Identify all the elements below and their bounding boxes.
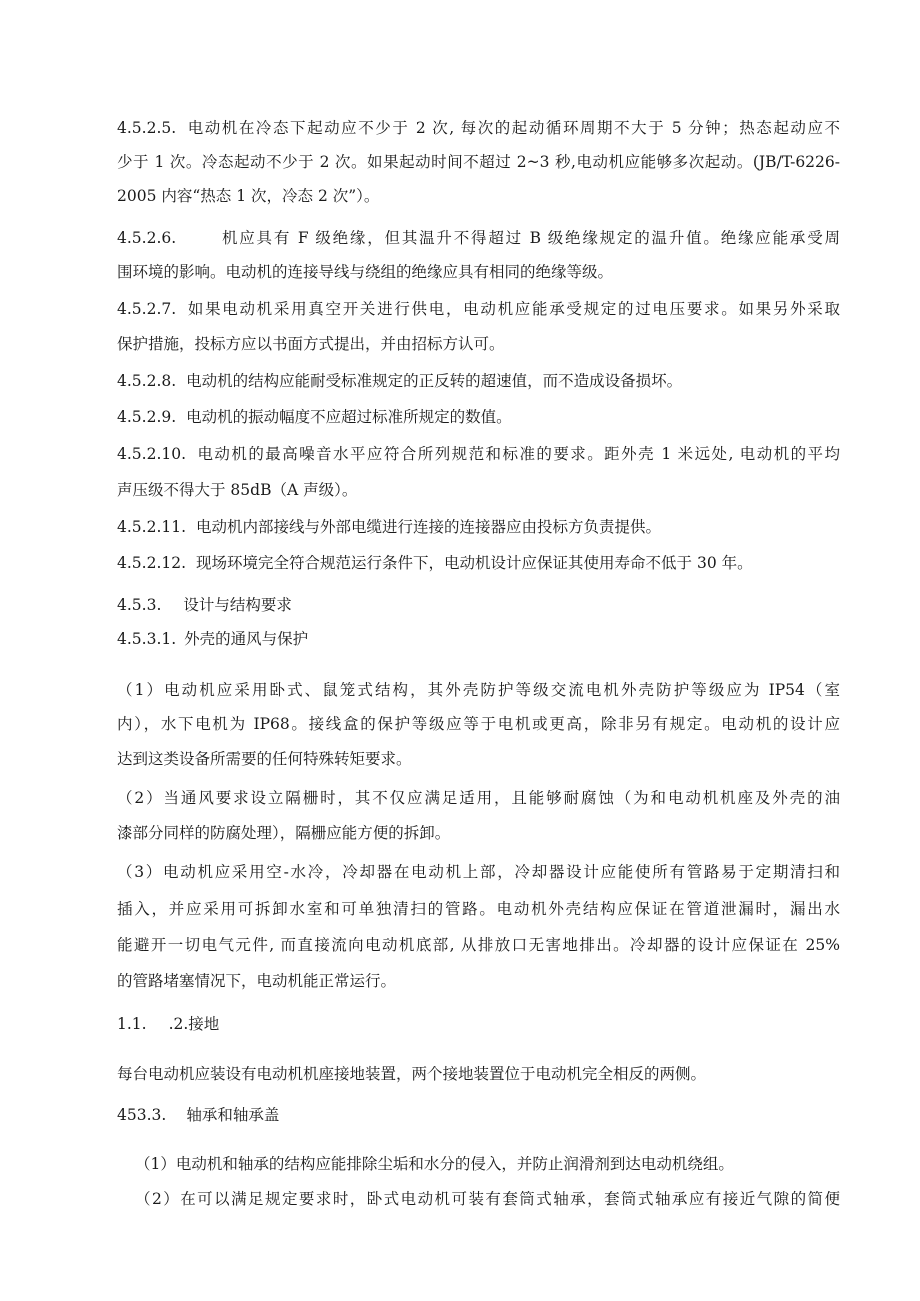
heading-text: 外壳的通风与保护 [184,630,309,648]
paragraph-text: 达到这类设备所需要的任何特殊转矩要求。 [117,750,412,768]
heading-4-5-3-1 [117,628,840,650]
paragraph-text: （1）电动机和轴承的结构应能排除尘垢和水分的侵入，并防止润滑剂到达电动机绕组。 [135,1155,734,1173]
item-1-line-2 [117,713,840,735]
paragraph-text: （1）电动机应采用卧式、鼠笼式结构，其外壳防护等级交流电机外壳防护等级应为 IP54（室 [117,681,840,699]
heading-text: 轴承和轴承盖 [186,1106,280,1124]
paragraph-text: 电动机在冷态下起动应不少于 2 次, 每次的起动循环周期不大于 5 分钟；热态起动应不 [186,119,840,137]
paragraph-text: 漆部分同样的防腐处理），隔栅应能方便的拆卸。 [117,824,451,842]
paragraph-text: 电动机的最高噪音水平应符合所列规范和标准的要求。距外壳 1 米远处, 电动机的平均 [196,445,840,463]
heading-text: 设计与结构要求 [183,596,292,614]
paragraph-text: 现场环境完全符合规范运行条件下，电动机设计应保证其使用寿命不低于 30 年。 [196,554,753,572]
paragraph-text: 2005 内容“热态 1 次，冷态 2 次”）。 [117,187,380,205]
clause-number: 4.5.3. [117,596,162,614]
paragraph-text: 围环境的影响。电动机的连接导线与绕组的绝缘应具有相同的绝缘等级。 [117,263,614,281]
clause-number: 4.5.3.1. [117,630,177,648]
paragraph-text: 每台电动机应装设有电动机机座接地装置，两个接地装置位于电动机完全相反的两侧。 [117,1065,707,1083]
paragraph-4-5-2-9 [117,406,840,428]
paragraph-4-5-2-5-line-2 [117,151,840,173]
paragraph-4-5-2-10-line-2 [117,479,840,501]
heading-grounding [117,1013,840,1035]
paragraph-text: 电动机的结构应能耐受标准规定的正反转的超速值，而不造成设备损坏。 [186,372,683,390]
clause-number: 4.5.2.6. [117,229,177,247]
item-3-line-1 [117,861,840,883]
item-1-line-3 [117,748,840,770]
heading-4-5-3 [117,594,840,616]
item-2-line-2 [117,822,840,844]
paragraph-text: （2）在可以满足规定要求时，卧式电动机可装有套筒式轴承，套筒式轴承应有接近气隙的简便 [135,1190,840,1208]
clause-number: 4.5.2.5. [117,119,177,137]
paragraph-text: （2）当通风要求设立隔栅时，其不仅应满足适用，且能够耐腐蚀（为和电动机机座及外壳的油 [117,789,840,807]
paragraph-4-5-2-12 [117,552,840,574]
item-3-line-4 [117,970,840,992]
clause-number: 4.5.2.12. [117,554,187,572]
paragraph-4-5-2-7-line-2 [117,333,840,355]
bearing-item-2 [135,1188,840,1210]
paragraph-4-5-2-6-line-1 [117,227,840,249]
paragraph-grounding [117,1063,840,1085]
paragraph-4-5-2-5-line-3 [117,185,840,207]
clause-number: 1.1. [117,1015,147,1033]
clause-number: 4.5.2.7. [117,300,177,318]
paragraph-text: 如果电动机采用真空开关进行供电，电动机应能承受规定的过电压要求。如果另外采取 [186,300,840,318]
item-3-line-2 [117,898,840,920]
paragraph-text: 插入，并应采用可拆卸水室和可单独清扫的管路。电动机外壳结构应保证在管道泄漏时，漏出水 [117,900,840,918]
clause-number: 4.5.2.11. [117,518,187,536]
paragraph-4-5-2-7-line-1 [117,298,840,320]
clause-number: 4.5.2.8. [117,372,177,390]
paragraph-4-5-2-6-line-2 [117,261,840,283]
paragraph-text: 的管路堵塞情况下，电动机能正常运行。 [117,972,397,990]
item-3-line-3 [117,934,840,956]
paragraph-4-5-2-10-line-1 [117,443,840,465]
paragraph-text: （3）电动机应采用空-水冷，冷却器在电动机上部，冷却器设计应能使所有管路易于定期清扫和 [117,863,840,881]
paragraph-text: 少于 1 次。冷态起动不少于 2 次。如果起动时间不超过 2~3 秒,电动机应能够多次起动。(JB/T-6226- [117,153,840,171]
paragraph-text: 机应具有 F 级绝缘，但其温升不得超过 B 级绝缘规定的温升值。绝缘应能承受周 [220,229,840,247]
paragraph-text: 能避开一切电气元件, 而直接流向电动机底部, 从排放口无害地排出。冷却器的设计应保证在 25% [117,936,840,954]
paragraph-4-5-2-5-line-1 [117,117,840,139]
item-2-line-1 [117,787,840,809]
clause-number: 4.5.2.10. [117,445,187,463]
paragraph-text: 声压级不得大于 85dB（A 声级）。 [117,481,358,499]
item-1-line-1 [117,679,840,701]
paragraph-4-5-2-8 [117,370,840,392]
heading-text: .2.接地 [168,1015,220,1033]
paragraph-text: 电动机的振动幅度不应超过标准所规定的数值。 [186,408,512,426]
paragraph-text: 电动机内部接线与外部电缆进行连接的连接器应由投标方负责提供。 [196,518,662,536]
clause-number: 4.5.2.9. [117,408,177,426]
heading-bearings [117,1104,840,1126]
paragraph-text: 内），水下电机为 IP68。接线盒的保护等级应等于电机或更高，除非另有规定。电动机的设计应 [117,715,840,733]
bearing-item-1 [135,1153,840,1175]
clause-number: 453.3. [117,1106,167,1124]
paragraph-text: 保护措施，投标方应以书面方式提出，并由招标方认可。 [117,335,505,353]
paragraph-4-5-2-11 [117,516,840,538]
